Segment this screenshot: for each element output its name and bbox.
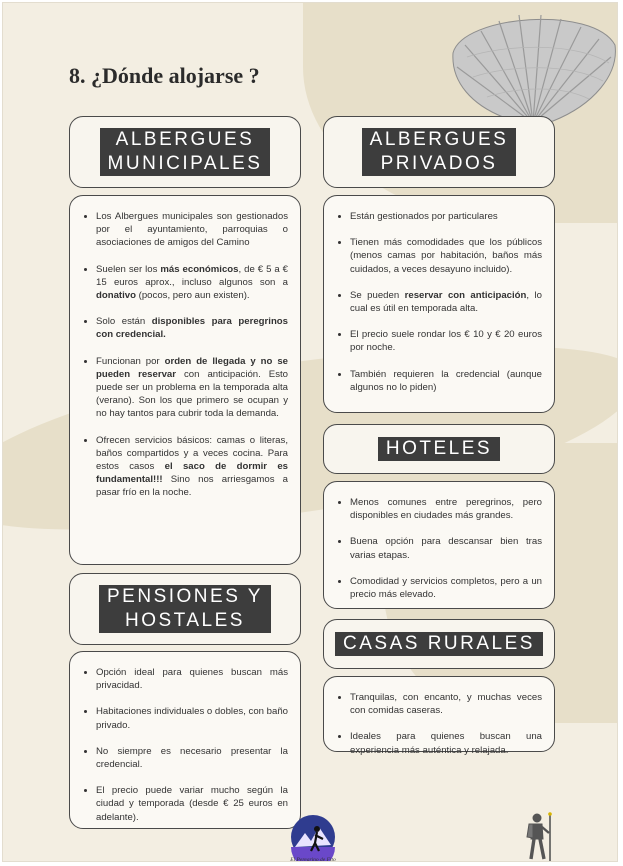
bold-text: más económicos xyxy=(160,263,239,275)
text: Buena opción para descansar bien tras varias etapas. xyxy=(350,536,542,561)
text: Comodidad y servicios completos, pero a un precio más elevado. xyxy=(350,575,542,601)
card-albergues-privados xyxy=(323,195,555,413)
bold-text: el saco de dormir es fundamental!!! xyxy=(96,461,288,486)
list-item xyxy=(82,705,288,731)
text: El precio suele rondar los € 10 y € 20 euros por noche. xyxy=(350,329,542,354)
list-item xyxy=(82,315,288,341)
list-item xyxy=(82,434,288,500)
list-item xyxy=(336,496,542,522)
list-item xyxy=(82,745,288,771)
text: Los Albergues municipales son gestionados por el ayuntamiento, parroquias o asociaciones de amigos del Camino xyxy=(96,211,288,249)
page-title: 8. ¿Dónde alojarse ? xyxy=(69,63,260,88)
text: Ofrecen servicios básicos: camas o literas, baños compartidos y a veces cocina. Para estos casos xyxy=(96,434,288,473)
text: con anticipación. Esto puede ser un problema en la temporada alta (verano). Son los que primero se ocupan y no hay tantos para cubrir toda la demanda. xyxy=(96,368,289,420)
heading-line: PRIVADOS xyxy=(380,153,498,174)
heading-casas-rurales xyxy=(323,619,555,669)
text: (pocos, pero aun existen). xyxy=(135,290,250,302)
text: Tienen más comodidades que los públicos (menos camas por habitación, baños más cuidados, a veces desayuno incluido). xyxy=(350,237,542,275)
text: Sino nos arriesgamos a pasar frío en la noche. xyxy=(96,474,288,499)
heading-line: ALBERGUES xyxy=(115,129,255,150)
text: No siempre es necesario presentar la credencial. xyxy=(96,745,288,771)
text: , lo cual es útil en temporada alta. xyxy=(350,289,542,315)
text: Funcionan por xyxy=(96,355,165,367)
heading-text xyxy=(335,632,543,656)
list-item xyxy=(336,368,542,394)
text: Tranquilas, con encanto, y muchas veces con comidas caseras. xyxy=(350,692,542,717)
heading-text xyxy=(362,128,517,176)
list-item xyxy=(82,666,288,692)
heading-text xyxy=(100,128,271,176)
heading-line: MUNICIPALES xyxy=(107,153,263,174)
heading-text xyxy=(99,585,271,633)
heading-text xyxy=(378,437,500,461)
heading-line: CASAS RURALES xyxy=(343,633,535,654)
scallop-shell-icon xyxy=(443,5,618,127)
card-hoteles xyxy=(323,481,555,609)
text: Opción ideal para quienes buscan más privacidad. xyxy=(96,667,288,692)
text: El precio puede variar mucho según la ciudad y temporada (desde € 25 euros en adelante). xyxy=(96,785,288,823)
list-item xyxy=(336,730,542,756)
text: Ideales para quienes buscan una experiencia más auténtica y relajada. xyxy=(350,731,542,756)
text: Menos comunes entre peregrinos, pero disponibles en ciudades más grandes. xyxy=(350,497,542,522)
card-pensiones-hostales xyxy=(69,651,301,829)
bullet-list xyxy=(336,496,542,601)
bold-text: orden de llegada y no se pueden reservar xyxy=(96,355,289,380)
text: Suelen ser los xyxy=(96,263,161,275)
bold-text: donativo xyxy=(96,290,136,302)
bullet-list xyxy=(82,666,288,824)
list-item xyxy=(82,355,288,421)
pilgrim-walker-icon xyxy=(523,811,557,862)
list-item xyxy=(336,289,542,315)
text: , de € 5 a € 15 euros aprox., incluso algunos son a xyxy=(96,263,288,288)
text: Habitaciones individuales o dobles, con baño privado. xyxy=(96,706,289,731)
hiker-logo-icon xyxy=(287,813,339,862)
bullet-list xyxy=(336,210,542,394)
text: Se pueden xyxy=(350,289,405,301)
list-item xyxy=(336,328,542,354)
list-item xyxy=(336,210,542,223)
card-casas-rurales xyxy=(323,676,555,756)
heading-albergues-privados xyxy=(323,116,555,188)
heading-line: HOSTALES xyxy=(125,610,245,631)
card-albergues-municipales xyxy=(69,195,301,565)
text: Están gestionados por particulares xyxy=(350,211,498,222)
heading-albergues-municipales xyxy=(69,116,301,188)
list-item xyxy=(82,784,288,824)
heading-line: HOTELES xyxy=(385,438,493,459)
heading-line: PENSIONES Y xyxy=(107,586,263,607)
heading-pensiones-hostales xyxy=(69,573,301,645)
list-item xyxy=(336,691,542,717)
list-item xyxy=(336,236,542,276)
page xyxy=(2,2,618,862)
bold-text: reservar con anticipación xyxy=(404,289,527,301)
heading-line: ALBERGUES xyxy=(369,129,509,150)
bold-text: disponibles para peregrinos con credencial. xyxy=(96,316,288,341)
heading-hoteles xyxy=(323,424,555,474)
bullet-list xyxy=(336,691,542,757)
list-item xyxy=(336,535,542,561)
list-item xyxy=(82,210,288,250)
list-item xyxy=(336,575,542,601)
text: Solo están xyxy=(96,316,152,328)
bullet-list xyxy=(82,210,288,500)
list-item xyxy=(82,263,288,303)
logo-caption: El Peregrino de Fito xyxy=(290,857,336,862)
text: También requieren la credencial (aunque algunos no lo piden) xyxy=(350,368,542,393)
